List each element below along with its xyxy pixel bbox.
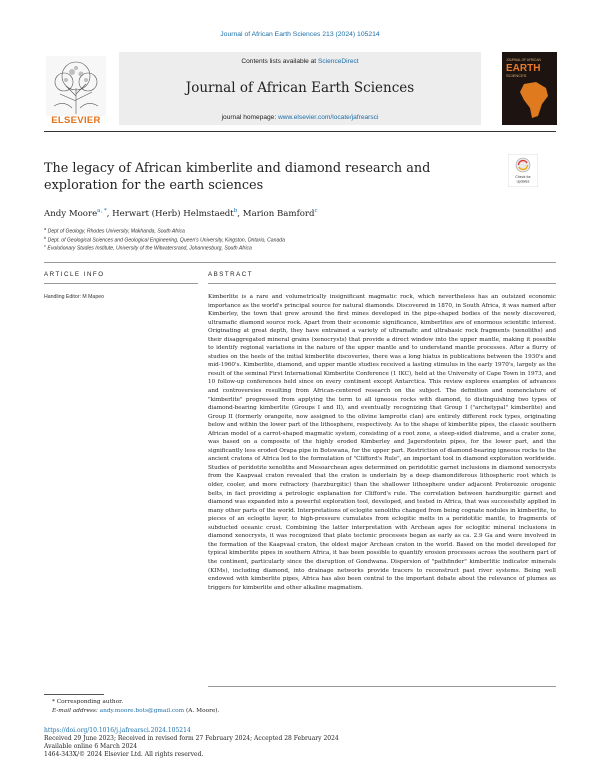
homepage-line — [119, 114, 481, 121]
corresponding-author-text: Corresponding author. — [56, 699, 124, 705]
sciencedirect-link[interactable]: ScienceDirect — [317, 58, 359, 65]
email-suffix: (A. Moore). — [184, 708, 220, 714]
abstract-divider — [208, 283, 556, 284]
check-updates-line2: updates — [516, 179, 530, 184]
article-info-heading: ARTICLE INFO — [44, 271, 105, 278]
available-online-date: Available online 6 March 2024 — [44, 743, 138, 750]
author-affiliation-mark[interactable]: c — [314, 208, 318, 214]
abstract-body: Kimberlite is a rare and volumetrically insignificant magmatic rock, which nevertheless has an outsized economic importance as the world's principal source for natural diamonds. Discovered in 1870, in South Africa, it was named after Kimberley, the town that grew around the first mines developed in the pipe-shaped bodies of the newly discovered, ultramafic diamond source rock. Apart from their economic significance, kimberlites are of enormous scientific interest. Originating at great depth, they have entrained a variety of ultramafic and ultrabasic rock fragments (xenoliths) and their disaggregated mineral grains (xenocrysts) that provide a direct window into the upper mantle, making it possible to identify regional variations in the nature of the upper mantle and to understand mantle processes. After a flurry of studies on the heels of the initial kimberlite discoveries, there was a long hiatus in publications between the 1930's and mid-1960's. Kimberlite, diamond, and upper mantle studies received a lasting stimulus in the early 1970's, largely as the result of the seminal First International Kimberlite Conference (1 IKC), held at the University of Cape Town in 1973, and 10 follow-up conferences held since on every continent except Antarctica. This review explores examples of advances and controversies resulting from African-centered research on the subject. The definition and nomenclature of "kimberlite" progressed from applying the term to all igneous rocks with diamond, to distinguishing two types of diamond-bearing kimberlite (Groups I and II), and eventually recognizing that Group I ("archetypal" kimberlite) and Group II (formerly orangeite, now assigned to the olivine lamproite clan) are entirely different rock types, originating below and within the lower part of the lithosphere, respectively. As to the shape of kimberlite pipes, the classic southern African model of a carrot-shaped magmatic system, consisting of a root zone, a steep-sided diatreme, and a crater zone, was based on a composite of the highly eroded Kimberley and Jagersfontein pipes, for the lower part, and the significantly less eroded Orapa pipe in Botswana, for the upper part. Restriction of diamond-bearing igneous rocks to the ancient cratons of Africa led to the formulation of "Clifford's Rule", an important tool in diamond exploration worldwide. Studies of peridotite xenoliths and Mesoarchean ages determined on peridotitic garnet inclusions in diamond xenocrysts from the Kaapvaal craton revealed that the craton is underlain by a deep diamondiferous lithospheric root which is older, cooler, and more refractory (harzburgitic) than the shallower lithosphere under adjacent Proterozoic orogenic belts, in fact providing a petrologic explanation for Clifford's rule. The correlation between harzburgitic garnet and diamond was expanded into a powerful exploration tool, developed, and tested in Africa, that was successfully applied in many other parts of the world. Interpretations of eclogite xenoliths changed from being cognate nodules in kimberlite, to pieces of an eclogite layer, to high-pressure cumulates from eclogitic melts in a peridotitic mantle, to fragments of subducted oceanic crust. Combining the latter interpretation with Archean ages for eclogitic mineral inclusions in diamond xenocrysts, it was recognized that plate tectonic processes began as early as ca. 2.9 Ga and were involved in the formation of the Kaapvaal craton, the oldest major Archean craton in the world. Based on the model developed for typical kimberlite pipes in southern Africa, it has been possible to quantify erosion processes across the southern part of the continent, particularly since the disruption of Gondwana. Dispersion of "pathfinder" kimberlitic indicator minerals (KIMs), including diamond, into drainage networks provide tracers to reconstruct past river systems. Being well endowed with kimberlite pipes, Africa has also been central to the important debate about the relevance of plumes as triggers for kimberlite and other alkaline magmatism. — [208, 294, 556, 591]
affiliation-text: Evolutionary Studies Institute, University of the Witwatersrand, Johannesburg, South Africa — [47, 245, 252, 252]
handling-editor: Handling Editor: M Mapeo — [44, 294, 104, 300]
abstract-bottom-divider — [208, 686, 556, 687]
received-dates: Received 29 June 2023; Received in revised form 27 February 2024; Accepted 28 February 2024 — [44, 735, 339, 742]
email-label: E-mail address: — [52, 708, 100, 714]
affiliation-text: Dept. of Geological Sciences and Geological Engineering, Queen's University, Kingston, Ontario, Canada — [47, 237, 285, 244]
journal-cover-thumbnail[interactable] — [502, 52, 557, 125]
cover-line3: SCIENCES — [506, 73, 527, 78]
author-name[interactable]: Marion Bamford — [242, 208, 315, 219]
author-name[interactable]: Andy Moore — [44, 208, 98, 219]
cover-art-icon — [502, 52, 557, 125]
corresponding-author-note: * Corresponding author. — [52, 699, 124, 705]
affiliation-mark: b — [44, 235, 47, 240]
cover-line1: JOURNAL OF AFRICAN — [506, 58, 541, 62]
affiliation-mark: a — [44, 226, 47, 231]
contents-line — [119, 58, 481, 65]
author-list: Andy Moore$^{a, *}$, Herwart (Herb) Helmstaedt$^b$, Marion Bamford$^c$ — [44, 208, 318, 219]
elsevier-wordmark: ELSEVIER — [51, 115, 101, 126]
check-for-updates-button[interactable] — [508, 154, 538, 187]
author-affiliation-mark[interactable]: b — [233, 208, 238, 214]
author-name[interactable]: Herwart (Herb) Helmstaedt — [112, 208, 234, 219]
elsevier-tree-logo-icon — [46, 56, 106, 116]
affiliation-text: Dept of Geology, Rhodes University, Makhanda, South Africa — [47, 228, 185, 235]
contents-prefix: Contents lists available at — [241, 58, 318, 65]
article-info-divider — [44, 283, 198, 284]
header-divider — [44, 131, 556, 132]
affiliation — [44, 243, 252, 252]
homepage-prefix: journal homepage: — [221, 114, 279, 121]
affiliation — [44, 226, 185, 235]
article-title: The legacy of African kimberlite and diamond research and exploration for the earth sciences — [44, 161, 431, 193]
check-updates-icon — [508, 154, 538, 187]
footnote-divider — [44, 694, 104, 695]
check-updates-line1: Check for — [515, 175, 531, 179]
doi-link[interactable]: https://doi.org/10.1016/j.jafrearsci.2024.105214 — [44, 727, 191, 734]
journal-title: Journal of African Earth Sciences — [185, 80, 415, 96]
abstract-heading: ABSTRACT — [208, 271, 254, 278]
email-link[interactable]: andy.moore.bots@gmail.com — [99, 708, 185, 714]
copyright-notice: 1464-343X/© 2024 Elsevier Ltd. All rights reserved. — [44, 751, 204, 758]
author-affiliation-mark[interactable]: a, * — [97, 208, 107, 214]
cover-line2: EARTH — [506, 63, 541, 74]
journal-reference[interactable]: Journal of African Earth Sciences 213 (2024) 105214 — [220, 31, 380, 38]
affiliation-mark: c — [44, 243, 46, 248]
homepage-link[interactable]: www.elsevier.com/locate/jafrearsci — [278, 114, 379, 121]
email-line — [52, 708, 219, 714]
affiliation-divider — [44, 262, 556, 263]
